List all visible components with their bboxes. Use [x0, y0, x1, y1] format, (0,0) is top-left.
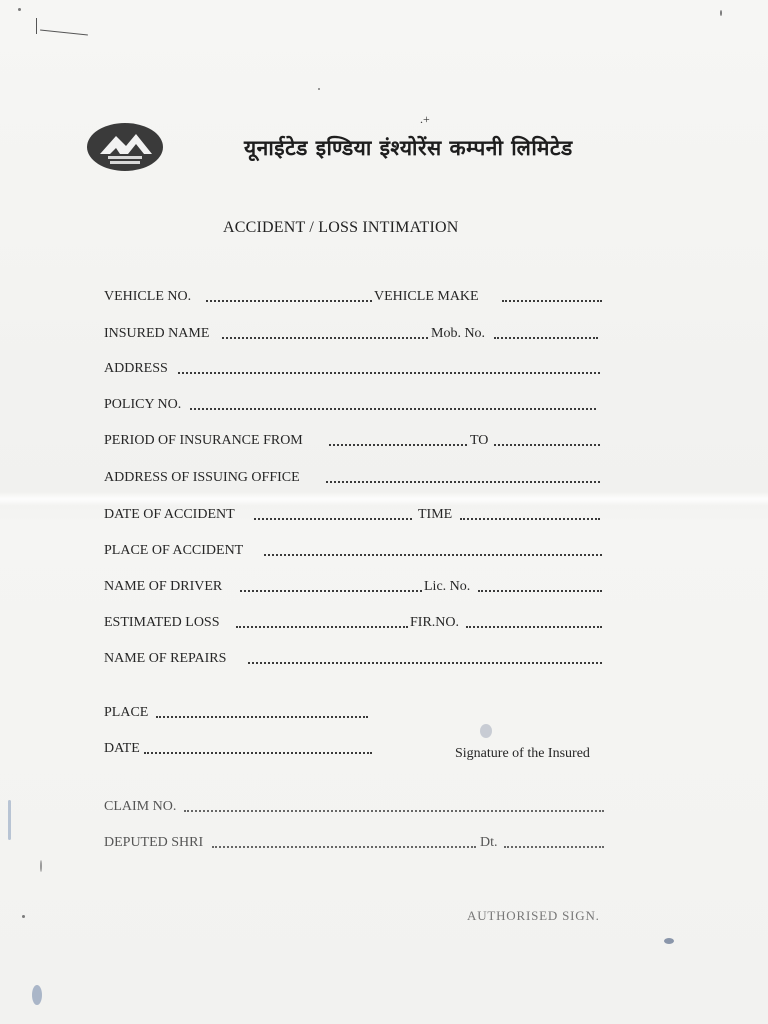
label-insured-name: INSURED NAME: [104, 326, 210, 341]
field-issuing-office[interactable]: [326, 481, 600, 483]
label-place-of-accident: PLACE OF ACCIDENT: [104, 543, 244, 558]
field-mob-no[interactable]: [494, 337, 598, 339]
label-date: DATE: [104, 741, 140, 756]
row-driver: [104, 579, 604, 599]
row-period: [104, 433, 604, 453]
field-period-from[interactable]: [329, 444, 467, 446]
speck: [32, 985, 42, 1005]
row-insured: [104, 326, 604, 346]
field-claim-no[interactable]: [184, 810, 604, 812]
row-claim-no: [104, 799, 604, 819]
speck: [22, 915, 25, 918]
row-place-of-accident: [104, 543, 604, 563]
field-place[interactable]: [156, 716, 368, 718]
field-period-to[interactable]: [494, 444, 600, 446]
field-name-of-repairs[interactable]: [248, 662, 602, 664]
label-claim-no: CLAIM NO.: [104, 799, 177, 814]
field-policy-no[interactable]: [190, 408, 596, 410]
field-vehicle-no[interactable]: [206, 300, 372, 302]
stray-plus-mark: .+: [420, 112, 430, 126]
paper-fold-crease: [0, 492, 768, 506]
row-vehicle: [104, 289, 604, 309]
label-dt: Dt.: [480, 835, 498, 850]
speck: [18, 8, 21, 11]
field-address[interactable]: [178, 372, 600, 374]
speck: [664, 938, 674, 944]
label-date-of-accident: DATE OF ACCIDENT: [104, 507, 235, 522]
label-issuing-office: ADDRESS OF ISSUING OFFICE: [104, 470, 300, 485]
label-vehicle-no: VEHICLE NO.: [104, 289, 192, 304]
field-dt[interactable]: [504, 846, 604, 848]
field-estimated-loss[interactable]: [236, 626, 408, 628]
row-date: [104, 741, 384, 761]
speck: [8, 800, 11, 840]
label-policy-no: POLICY NO.: [104, 397, 182, 412]
authorised-signature: AUTHORISED SIGN.: [467, 908, 600, 923]
row-deputed: [104, 835, 604, 855]
field-vehicle-make[interactable]: [502, 300, 602, 302]
label-name-of-driver: NAME OF DRIVER: [104, 579, 223, 594]
label-mob-no: Mob. No.: [431, 326, 486, 341]
field-name-of-driver[interactable]: [240, 590, 422, 592]
label-lic-no: Lic. No.: [424, 579, 471, 594]
label-address: ADDRESS: [104, 361, 168, 376]
field-place-of-accident[interactable]: [264, 554, 602, 556]
field-lic-no[interactable]: [478, 590, 602, 592]
row-issuing-office: [104, 470, 604, 490]
row-policy: [104, 397, 604, 417]
label-name-of-repairs: NAME OF REPAIRS: [104, 651, 227, 666]
field-fir-no[interactable]: [466, 626, 602, 628]
row-accident-date: [104, 507, 604, 527]
company-name-hindi: यूनाईटेड इण्डिया इंश्योरेंस कम्पनी लिमिटेड: [244, 136, 573, 160]
united-india-logo-icon: [86, 122, 164, 172]
label-deputed-shri: DEPUTED SHRI: [104, 835, 204, 850]
speck: [720, 10, 722, 16]
field-date-of-accident[interactable]: [254, 518, 412, 520]
label-estimated-loss: ESTIMATED LOSS: [104, 615, 220, 630]
speck: [318, 88, 320, 90]
label-vehicle-make: VEHICLE MAKE: [374, 289, 479, 304]
label-place: PLACE: [104, 705, 149, 720]
field-date[interactable]: [144, 752, 372, 754]
field-time[interactable]: [460, 518, 600, 520]
speck: [480, 724, 492, 738]
label-period-to: TO: [470, 433, 489, 448]
stray-mark: [36, 18, 37, 34]
stray-mark: [40, 29, 88, 35]
row-address: [104, 361, 604, 381]
row-repairs: [104, 651, 604, 671]
label-period-from: PERIOD OF INSURANCE FROM: [104, 433, 303, 448]
label-fir-no: FIR.NO.: [410, 615, 460, 630]
speck: [40, 860, 42, 872]
signature-of-insured: Signature of the Insured: [455, 746, 590, 761]
row-place: [104, 705, 604, 725]
form-title: ACCIDENT / LOSS INTIMATION: [223, 219, 459, 236]
field-deputed-shri[interactable]: [212, 846, 476, 848]
label-time: TIME: [418, 507, 453, 522]
row-estimated-loss: [104, 615, 604, 635]
field-insured-name[interactable]: [222, 337, 428, 339]
